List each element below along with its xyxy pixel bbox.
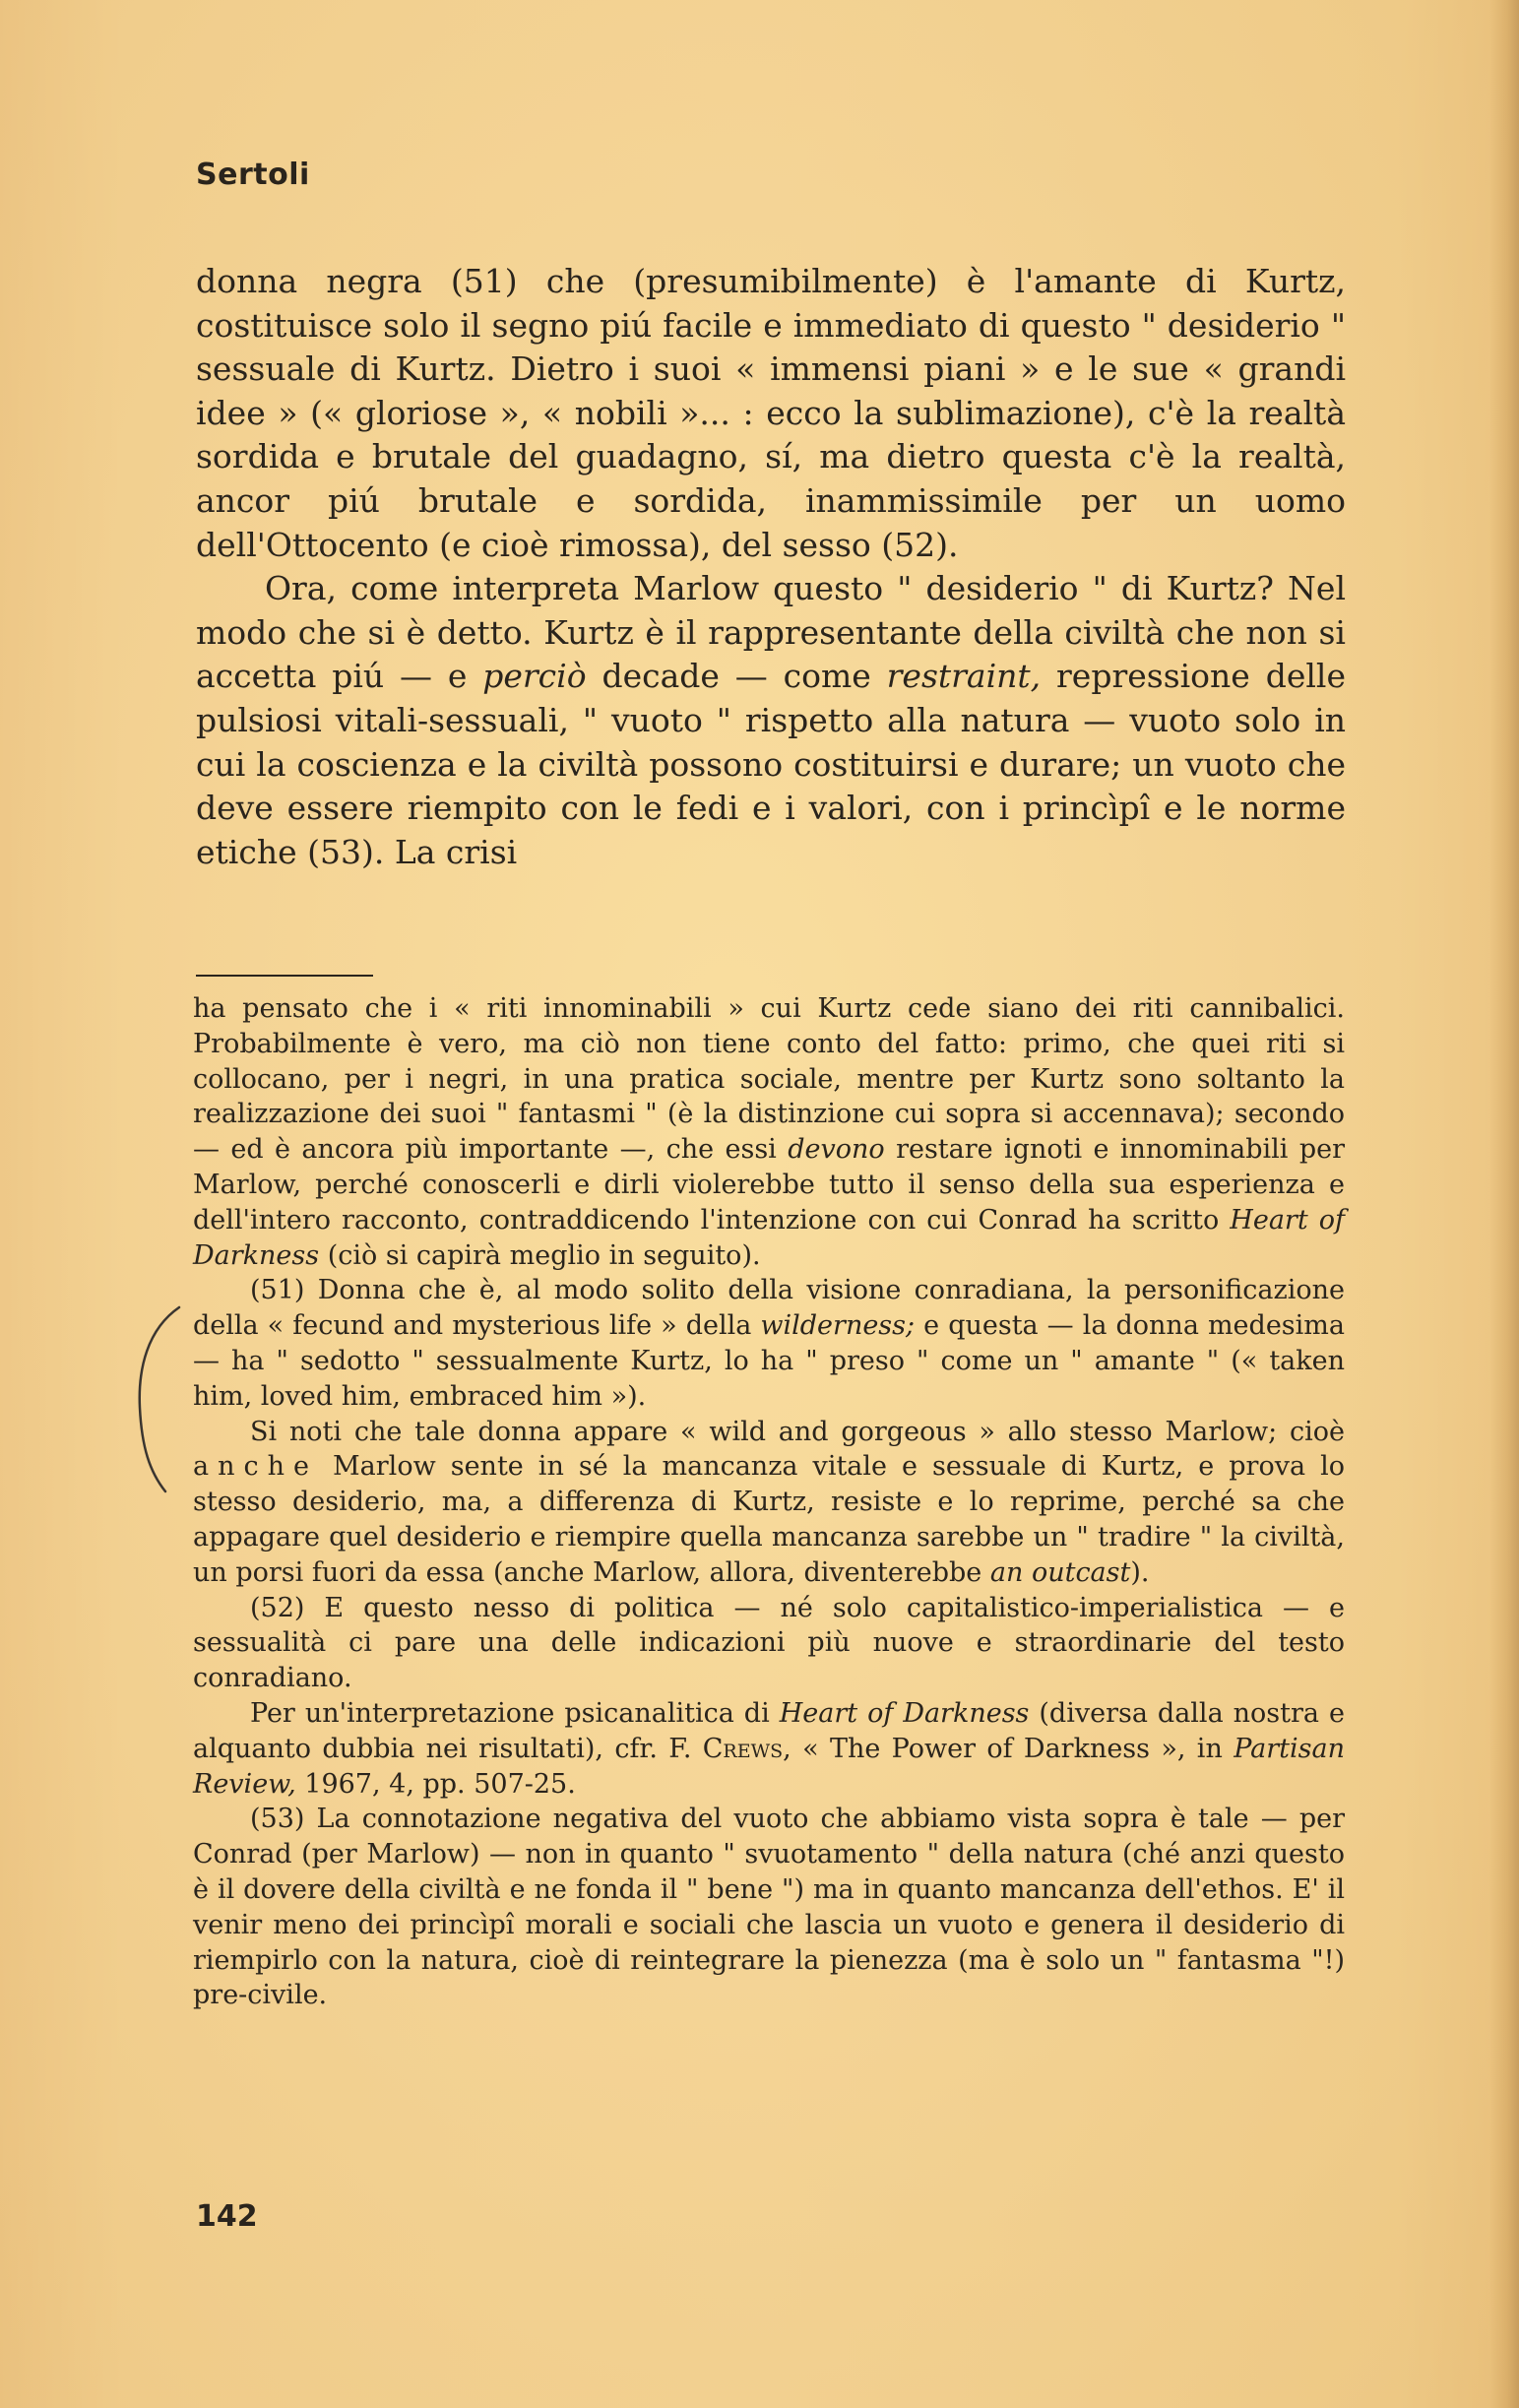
note-text: (51) Donna che è, al modo solito della visione conradiana, la personificazione della « fecund and mysterious life » della [193, 1275, 1345, 1342]
note-text: Marlow sente in sé la mancanza vitale e sessuale di Kurtz, e prova lo stesso desiderio, ma, a differenza di Kurtz, resiste e lo reprime, perché sa che appagare quel desiderio e riempire quella mancanza sarebbe un " tradire " la civiltà, un porsi fuori da essa (anche Marlow, allora, diventerebbe [193, 1451, 1345, 1588]
note-text: , « The Power of Darkness », in [783, 1733, 1223, 1764]
footnote-51 [193, 1273, 1345, 1414]
footnote-rule [196, 975, 373, 977]
note-text: Per un'interpretazione psicanalitica di [250, 1697, 770, 1729]
note-text: (diversa dalla nostra e alquanto dubbia nei risultati), cfr. F. [193, 1697, 1345, 1764]
footnote-50-continued [193, 991, 1345, 1273]
footnote-52-continued [193, 1696, 1345, 1802]
cited-author: Crews [702, 1733, 784, 1764]
note-emphasis: anche [193, 1451, 318, 1483]
note-italic: devono [788, 1134, 885, 1166]
page-edge-shadow [1489, 0, 1519, 2408]
note-text: Si noti che tale donna appare « wild and gorgeous » allo stesso Marlow; cioè [250, 1416, 1345, 1447]
text-italic: perciò [482, 657, 587, 696]
footnote-51-continued [193, 1415, 1345, 1591]
footnotes [193, 991, 1345, 2013]
note-text: ha pensato che i « riti innominabili » cui Kurtz cede siano dei riti cannibalici. Probabilmente è vero, ma ciò non tiene conto del fatto: primo, che quei riti si collocano, per i negri, in una pratica sociale, mentre per Kurtz sono soltanto la realizzazione dei suoi " fantasmi " (è la distinzione cui sopra si accennava); secondo — ed è ancora più importante —, che essi [193, 993, 1345, 1166]
page-number: 142 [196, 2199, 258, 2234]
book-title: Heart of Darkness [779, 1697, 1030, 1729]
journal-title: Partisan Review, [193, 1733, 1345, 1800]
running-header: Sertoli [196, 158, 310, 192]
note-text: (ciò si capirà meglio in seguito). [327, 1239, 761, 1271]
paragraph-1: donna negra (51) che (presumibilmente) è l'amante di Kurtz, costituisce solo il segno piú facile e immediato di questo " desiderio " sessuale di Kurtz. Dietro i suoi « immensi piani » e le sue « grandi idee » (« gloriose », « nobili »... : ecco la sublimazione), c'è la realtà sordida e brutale del guadagno, sí, ma dietro questa c'è la realtà, ancor piú brutale e sordida, inammissimile per un uomo dell'Ottocento (e cioè rimossa), del sesso (52). [196, 262, 1346, 564]
note-text: e questa — la donna medesima — ha " sedotto " sessualmente Kurtz, lo ha " preso " come un " amante " (« taken him, loved him, embraced him »). [193, 1310, 1345, 1412]
note-italic: an outcast [989, 1556, 1131, 1588]
text-italic: restraint, [886, 657, 1042, 696]
footnote-52: (52) E questo nesso di politica — né solo capitalistico-imperialistica — e sessualità ci pare una delle indicazioni più nuove e straordinarie del testo conradiano. [193, 1592, 1345, 1694]
main-text [196, 260, 1346, 874]
note-text: restare ignoti e innominabili per Marlow, perché conoscerli e dirli violerebbe tutto il senso della sua esperienza e dell'intero racconto, contraddicendo l'intenzione con cui Conrad ha scritto [193, 1134, 1345, 1236]
note-italic: wilderness; [760, 1310, 916, 1342]
note-text: ). [1130, 1556, 1150, 1588]
paragraph-2 [196, 567, 1346, 874]
footnote-53: (53) La connotazione negativa del vuoto che abbiamo vista sopra è tale — per Conrad (per Marlow) — non in quanto " svuotamento " della natura (ché anzi questo è il dovere della civiltà e ne fonda il " bene ") ma in quanto mancanza dell'ethos. E' il venir meno dei princìpî morali e sociali che lascia un vuoto e genera il desiderio di riempirlo con la natura, cioè di reintegrare la pienezza (ma è solo un " fantasma "!) pre-civile. [193, 1804, 1345, 2011]
pencil-bracket-mark [128, 1299, 187, 1496]
book-title: Heart of Darkness [193, 1204, 1345, 1271]
note-text: 1967, 4, pp. 507-25. [304, 1768, 576, 1800]
paragraph-2-text: Ora, come interpreta Marlow questo " desiderio " di Kurtz? Nel modo che si è detto. Kurtz è il rappresentante della civiltà che non si accetta piú — e perciò decade — come restraint, repressione delle pulsiosi vitali-sessuali, " vuoto " rispetto alla natura — vuoto solo in cui la coscienza e la civiltà possono costituirsi e durare; un vuoto che deve essere riempito con le fedi e i valori, con i princìpî e le norme etiche (53). La crisi [196, 569, 1346, 871]
